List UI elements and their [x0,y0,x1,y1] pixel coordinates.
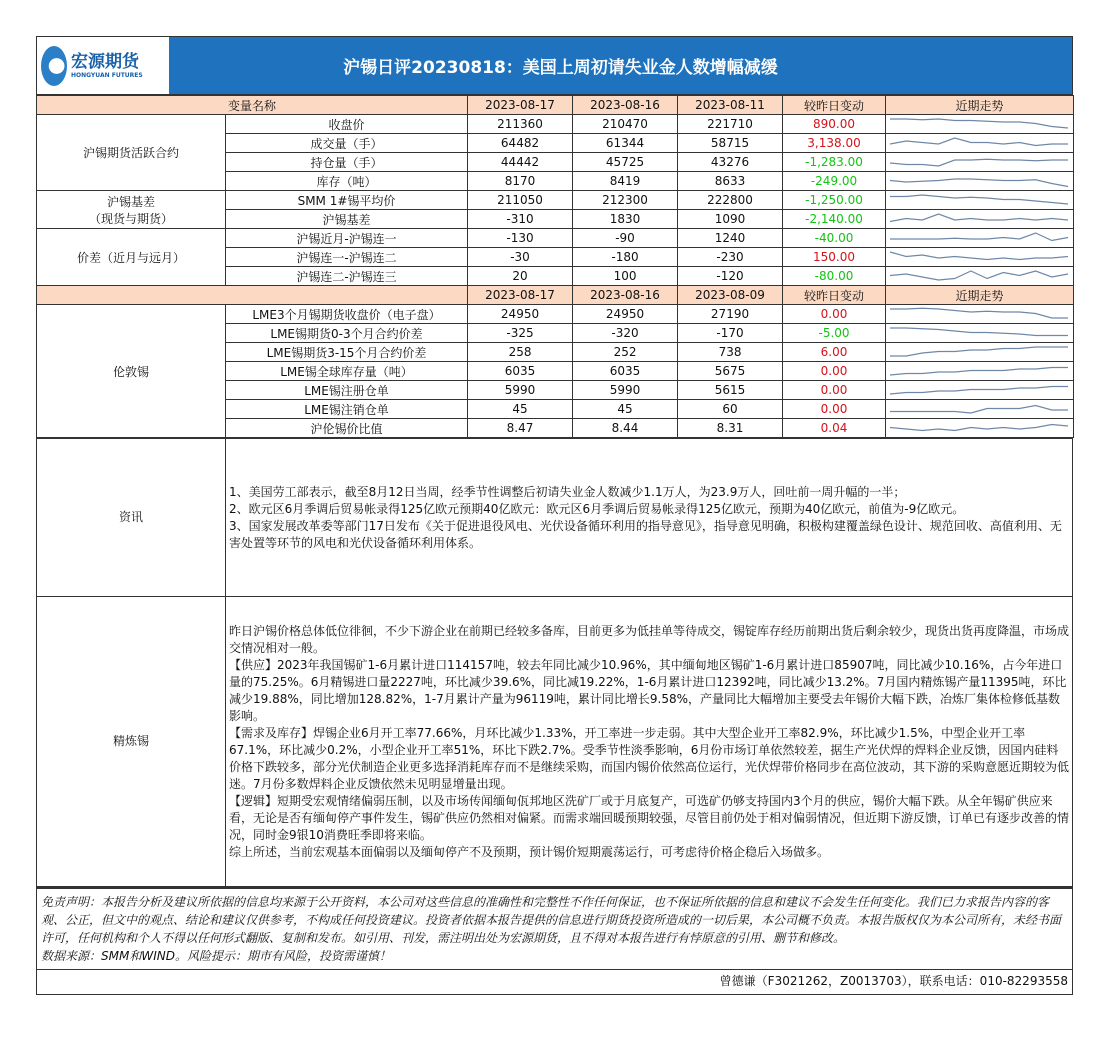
row-change: -1,283.00 [783,153,886,172]
analysis-paragraph: 【需求及库存】焊锡企业6月开工率77.66%，月环比减少1.33%，开工率进一步走弱。其中大型企业开工率82.9%，环比减少1.5%，中型企业开工率67.1%，环比减少0.2%，小型企业开工率51%，环比下跌2.7%。受季节性淡季影响，6月份市场订单依然较差，据生产光伏焊的焊料企业反馈，因国内硅料价格下跌较多，部分光伏制造企业更多选择消耗库存而不是继续采购，而国内锡价依然高位运行，光伏焊带价格同步在高位波动，其下游的采购意愿近期较为低迷。7月份多数焊料企业反馈依然未见明显增量出现。 [229,725,1070,791]
row-name: 收盘价 [226,115,468,134]
trend-cell [886,305,1074,324]
trend-cell [886,400,1074,419]
row-value: 211050 [468,191,573,210]
row-value: 58715 [678,134,783,153]
sparkline [886,210,1072,228]
sparkline-path [890,368,1068,376]
column-header: 2023-08-09 [678,286,783,305]
group-label [37,191,226,229]
row-change: -1,250.00 [783,191,886,210]
row-name: 持仓量（手） [226,153,468,172]
group-label-line: 沪锡基差 [106,194,155,209]
row-value: -180 [573,248,678,267]
trend-cell [886,248,1074,267]
column-header: 较昨日变动 [783,96,886,115]
row-value: 5990 [468,381,573,400]
disclaimer [36,887,1073,970]
sparkline-path [890,252,1068,260]
row-value: 45 [468,400,573,419]
logo-text-cn: 宏源期货 [71,52,139,72]
sparkline-path [890,119,1068,128]
row-value: 45 [573,400,678,419]
sparkline [886,400,1072,418]
column-header: 2023-08-17 [468,96,573,115]
column-header: 较昨日变动 [783,286,886,305]
column-header: 近期走势 [886,96,1074,115]
row-change: 0.00 [783,362,886,381]
row-change: 0.04 [783,419,886,438]
row-value: -320 [573,324,678,343]
news-item: 1、美国劳工部表示，截至8月12日当周，经季节性调整后初请失业金人数减少1.1万人，为23.9万人，回吐前一周升幅的一半； [229,484,906,499]
analysis-paragraph: 【逻辑】短期受宏观情绪偏弱压制，以及市场传闻缅甸佤邦地区洗矿厂或于月底复产，可选矿仍够支持国内3个月的供应，锡价大幅下跌。从全年锡矿供应来看，无论是否有缅甸停产事件发生，锡矿供应仍然相对偏紧。而需求端回暖预期较强，尽管目前仍处于相对偏弱情况，但近期下游反馈，订单已有逐步改善的情况，同时金9银10消费旺季即将来临。 [229,793,1070,842]
row-value: -90 [573,229,678,248]
row-value: 1090 [678,210,783,229]
report-header [36,36,1073,95]
row-change: 0.00 [783,305,886,324]
row-change: 6.00 [783,343,886,362]
row-value: 8419 [573,172,678,191]
logo-text-en: HONGYUAN FUTURES [71,72,143,79]
row-value: 252 [573,343,678,362]
column-header: 2023-08-11 [678,96,783,115]
sparkline [886,324,1072,342]
sparkline-path [890,328,1068,336]
row-value: 8.44 [573,419,678,438]
sparkline-path [890,159,1068,166]
sparkline [886,248,1072,266]
data-source-text: 数据来源：SMM和WIND。风险提示：期市有风险，投资需谨慎！ [41,949,391,963]
author-contact: 曾德谦（F3021262，Z0013703），联系电话：010-82293558 [36,970,1073,995]
sparkline-path [890,308,1068,318]
row-name: 库存（吨） [226,172,468,191]
analysis-paragraph: 【供应】2023年我国锡矿1-6月累计进口114157吨，较去年同比减少10.96%，其中缅甸地区锡矿1-6月累计进口85907吨，同比减少10.16%，占今年进口量的75.25%。6月精锡进口量2227吨，环比减少39.6%，同比减19.22%，1-6月累计进口12392吨，同比减少13.2%。7月国内精炼锡产量11395吨，环比减少19.88%，同比增加128.82%，1-7月累计产量为96119吨，累计同比增长9.58%，产量同比大幅增加主要受去年锡价大幅下跌，冶炼厂集体检修低基数影响。 [229,657,1067,723]
row-value: 1240 [678,229,783,248]
trend-cell [886,324,1074,343]
report-title: 沪锡日评20230818：美国上周初请失业金人数增幅减缓 [343,58,778,78]
group-label-line: （现货与期货） [88,211,173,226]
row-value: 8170 [468,172,573,191]
row-name: LME锡注销仓单 [226,400,468,419]
row-value: 221710 [678,115,783,134]
row-name: 沪锡连一-沪锡连二 [226,248,468,267]
row-name: LME3个月锡期货收盘价（电子盘） [226,305,468,324]
row-value: 5675 [678,362,783,381]
row-value: 60 [678,400,783,419]
sparkline [886,134,1072,152]
analysis-label: 精炼锡 [37,597,226,887]
analysis-paragraph: 昨日沪锡价格总体低位徘徊，不少下游企业在前期已经较多备库，目前更多为低挂单等待成交，锡锭库存经历前期出货后剩余较少，现货出货再度降温，市场成交情况相对一般。 [229,623,1070,655]
text-table [36,438,1073,887]
row-value: 100 [573,267,678,286]
row-name: LME锡期货0-3个月合约价差 [226,324,468,343]
row-value: 43276 [678,153,783,172]
column-header: 2023-08-16 [573,96,678,115]
analysis-section [37,597,1073,887]
row-value: 8.31 [678,419,783,438]
column-header: 2023-08-17 [468,286,573,305]
table-row [37,305,1074,324]
analysis-paragraph: 综上所述，当前宏观基本面偏弱以及缅甸停产不及预期，预计锡价短期震荡运行，可考虑待价格企稳后入场做多。 [229,844,830,859]
trend-cell [886,153,1074,172]
row-value: 222800 [678,191,783,210]
group-label: 价差（近月与远月） [37,229,226,286]
trend-cell [886,210,1074,229]
row-value: 61344 [573,134,678,153]
trend-cell [886,115,1074,134]
sparkline-path [890,195,1068,204]
row-value: -120 [678,267,783,286]
row-value: 258 [468,343,573,362]
row-value: 6035 [468,362,573,381]
row-value: 24950 [468,305,573,324]
news-section [37,439,1073,597]
sparkline [886,362,1072,380]
news-label: 资讯 [37,439,226,597]
row-value: -30 [468,248,573,267]
column-header: 近期走势 [886,286,1074,305]
sparkline [886,191,1072,209]
sparkline-path [890,179,1068,187]
trend-cell [886,229,1074,248]
news-item: 2、欧元区6月季调后贸易帐录得125亿欧元预期40亿欧元：欧元区6月季调后贸易帐录得125亿欧元，预期为40亿欧元，前值为-9亿欧元。 [229,501,965,516]
row-value: 210470 [573,115,678,134]
row-change: -2,140.00 [783,210,886,229]
row-name: LME锡注册仓单 [226,381,468,400]
trend-cell [886,134,1074,153]
row-name: 沪伦锡价比值 [226,419,468,438]
row-name: 沪锡连二-沪锡连三 [226,267,468,286]
column-header-row [37,286,1074,305]
disclaimer-text: 免责声明：本报告分析及建议所依据的信息均来源于公开资料，本公司对这些信息的准确性和完整性不作任何保证，也不保证所依据的信息和建议不会发生任何变化。我们已力求报告内容的客观、公正，但文中的观点、结论和建议仅供参考，不构成任何投资建议。投资者依据本报告提供的信息进行期货投资所造成的一切后果，本公司概不负责。本报告版权仅为本公司所有，未经书面许可，任何机构和个人不得以任何形式翻版、复制和发布。如引用、刊发，需注明出处为宏源期货，且不得对本报告进行有悖原意的引用、删节和修改。 [41,895,1062,945]
header-variable-name [37,286,468,305]
row-change: 150.00 [783,248,886,267]
row-value: -170 [678,324,783,343]
table-row [37,115,1074,134]
column-header-row [37,96,1074,115]
sparkline [886,343,1072,361]
group-label: 沪锡期货活跃合约 [37,115,226,191]
row-change: -40.00 [783,229,886,248]
row-value: 211360 [468,115,573,134]
trend-cell [886,191,1074,210]
sparkline-path [890,347,1068,356]
sparkline-path [890,406,1068,414]
sparkline [886,172,1072,190]
column-header: 2023-08-16 [573,286,678,305]
row-value: 738 [678,343,783,362]
news-content [226,439,1073,597]
sparkline [886,305,1072,323]
row-value: 8.47 [468,419,573,438]
table-row [37,229,1074,248]
row-value: 44442 [468,153,573,172]
analysis-content [226,597,1073,887]
sparkline-path [890,214,1068,222]
logo-mark-icon [41,46,67,86]
row-value: 8633 [678,172,783,191]
row-change: 0.00 [783,381,886,400]
row-value: 20 [468,267,573,286]
row-name: 成交量（手） [226,134,468,153]
sparkline-path [890,233,1068,241]
trend-cell [886,172,1074,191]
row-change: -5.00 [783,324,886,343]
row-value: 24950 [573,305,678,324]
trend-cell [886,267,1074,286]
row-value: 27190 [678,305,783,324]
row-value: -230 [678,248,783,267]
sparkline [886,115,1072,133]
company-logo [37,37,169,94]
row-name: LME锡期货3-15个月合约价差 [226,343,468,362]
news-item: 3、国家发展改革委等部门17日发布《关于促进退役风电、光伏设备循环利用的指导意见》，指导意见明确，积极构建覆盖绿色设计、规范回收、高值利用、无害处置等环节的风电和光伏设备循环利用体系。 [229,518,1062,550]
row-value: 5615 [678,381,783,400]
row-value: 5990 [573,381,678,400]
trend-cell [886,419,1074,438]
row-value: 212300 [573,191,678,210]
trend-cell [886,381,1074,400]
sparkline [886,229,1072,247]
row-change: 0.00 [783,400,886,419]
sparkline [886,153,1072,171]
row-change: -249.00 [783,172,886,191]
row-change: -80.00 [783,267,886,286]
sparkline-path [890,387,1068,395]
row-value: 1830 [573,210,678,229]
group-label: 伦敦锡 [37,305,226,438]
report-sheet [36,36,1073,995]
row-name: LME锡全球库存量（吨） [226,362,468,381]
row-value: -130 [468,229,573,248]
row-name: 沪锡近月-沪锡连一 [226,229,468,248]
row-value: 6035 [573,362,678,381]
row-value: -325 [468,324,573,343]
sparkline [886,419,1072,437]
row-name: SMM 1#锡平均价 [226,191,468,210]
row-change: 3,138.00 [783,134,886,153]
row-value: 64482 [468,134,573,153]
sparkline [886,267,1072,285]
row-value: 45725 [573,153,678,172]
row-change: 890.00 [783,115,886,134]
row-name: 沪锡基差 [226,210,468,229]
data-table [36,95,1074,438]
row-value: -310 [468,210,573,229]
header-variable-name: 变量名称 [37,96,468,115]
sparkline-path [890,271,1068,280]
table-row [37,191,1074,210]
sparkline-path [890,138,1068,146]
trend-cell [886,343,1074,362]
trend-cell [886,362,1074,381]
sparkline-path [890,425,1068,431]
sparkline [886,381,1072,399]
